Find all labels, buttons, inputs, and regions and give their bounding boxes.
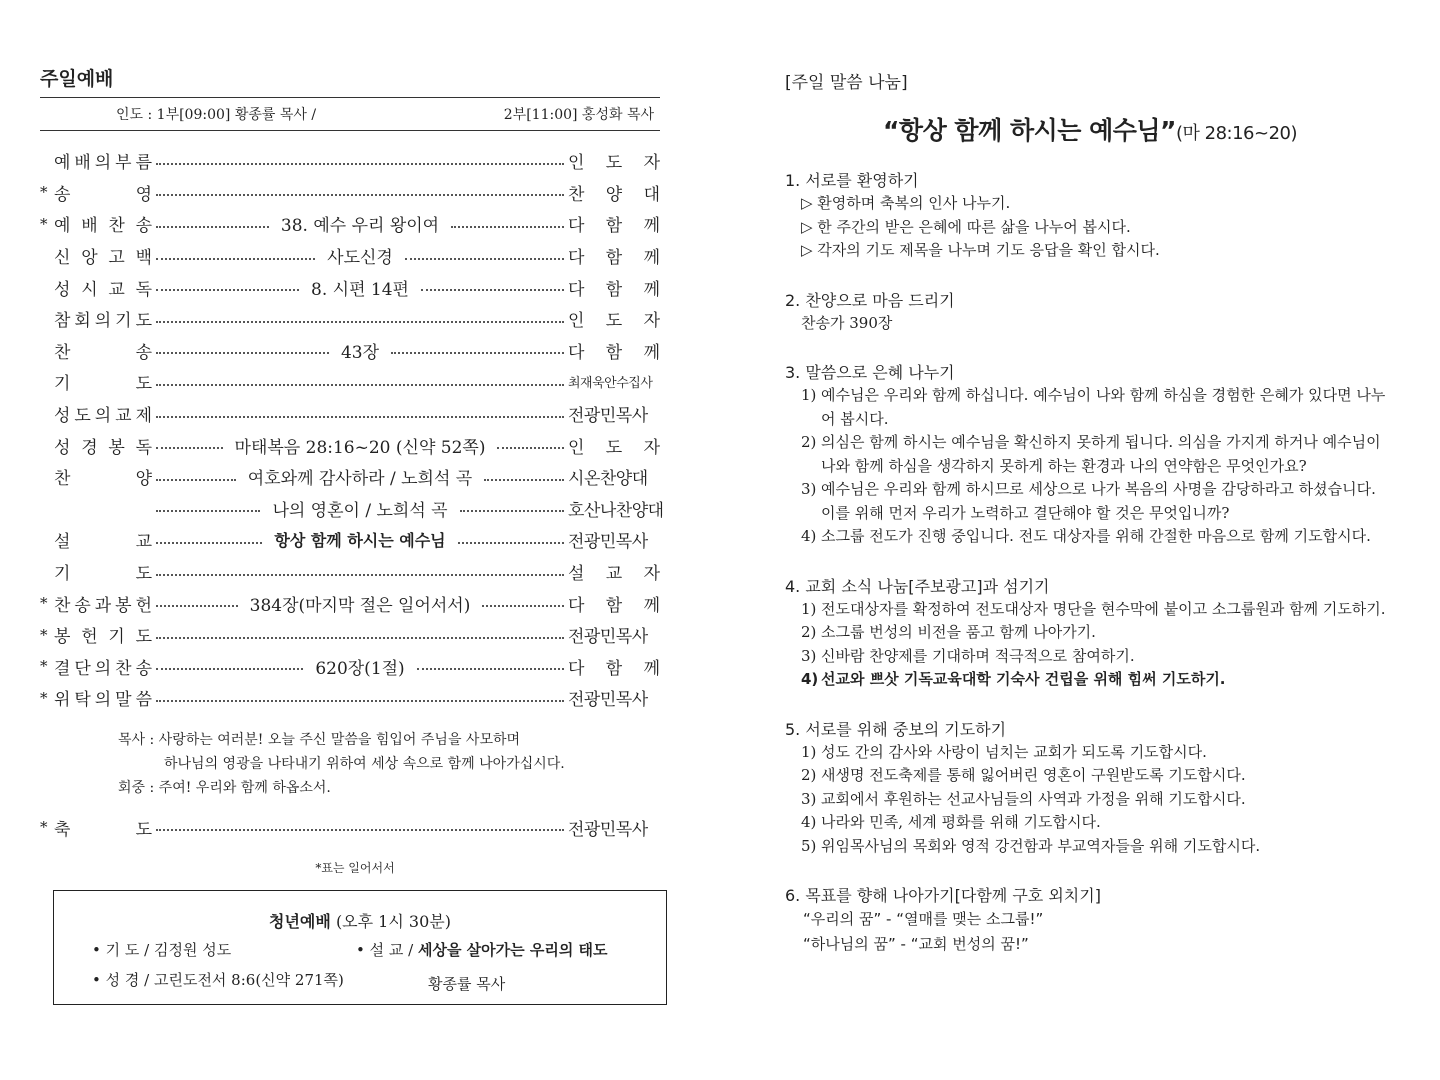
pastor-line-2: 하나님의 영광을 나타내기 위하여 세상 속으로 함께 나아가십시다.: [164, 755, 565, 772]
youth-time: (오후 1시 30분): [335, 912, 451, 931]
order-item-label: 설 교: [54, 532, 152, 553]
order-leader: 최재욱안수집사: [568, 376, 653, 392]
order-item-label: 기 도: [54, 374, 152, 395]
section-line: ▷ 한 주간의 받은 은혜에 따른 삶을 나누어 봅시다.: [801, 217, 1131, 236]
order-leader: 다 함 께: [568, 279, 660, 300]
youth-preacher: 황종률 목사: [428, 975, 506, 993]
sharing-section: [785, 718, 1395, 859]
order-item-label: 참 회 의 기 도: [54, 311, 152, 332]
leader-dots: [156, 637, 564, 639]
youth-scripture-label: • 성 경 /: [92, 971, 154, 989]
order-row: [40, 651, 660, 683]
youth-scripture-value: 고린도전서 8:6(신약 271쪽): [153, 971, 344, 989]
order-item-label: 찬 송 과 봉 헌: [54, 595, 152, 616]
section-heading: 1. 서로를 환영하기: [785, 171, 919, 190]
order-row: [40, 208, 660, 240]
order-item-label: 봉 헌 기 도: [54, 627, 152, 648]
standing-mark: *: [40, 688, 48, 707]
section-heading: 3. 말씀으로 은혜 나누기: [785, 363, 955, 382]
item-number: 2): [801, 623, 817, 641]
numbered-item: [785, 788, 1395, 812]
order-item-label: 위 탁 의 말 씀: [54, 690, 152, 711]
youth-title: 청년예배: [269, 912, 331, 931]
worship-order-panel: [40, 64, 664, 876]
numbered-item: [785, 811, 1395, 835]
order-item-content: 마태복음 28:16~20 (신약 52쪽): [234, 437, 486, 458]
order-leader: 설 교 자: [568, 564, 660, 585]
leader-dots: [156, 605, 238, 607]
section-line: 찬송가 390장: [801, 313, 893, 332]
item-text: 위임목사님의 목회와 영적 강건함과 부교역자들을 위해 기도합시다.: [821, 836, 1261, 855]
numbered-item: [785, 598, 1395, 622]
order-item-label: 성 경 봉 독: [54, 437, 152, 458]
section-heading: 2. 찬양으로 마음 드리기: [785, 290, 955, 310]
leader-dots: [156, 384, 564, 386]
youth-prayer-value: 김정원 성도: [153, 941, 232, 959]
leader-dots: [156, 447, 223, 449]
order-row: [40, 271, 660, 303]
order-item-label: 예 배 찬 송: [54, 216, 152, 237]
item-number: 1): [801, 742, 817, 761]
order-row: [40, 682, 660, 714]
order-leader: 인 도 자: [568, 311, 660, 332]
sharing-section: [785, 169, 1395, 263]
order-item-label: 성 도 의 교 제: [54, 406, 152, 427]
leader-dots: [460, 510, 564, 512]
item-number: 3): [801, 789, 817, 808]
order-row: [40, 587, 660, 619]
item-number: 3): [801, 480, 817, 498]
leader-dots: [421, 289, 564, 291]
order-leader: 다 함 께: [568, 595, 660, 616]
order-row: [40, 240, 660, 272]
order-item-content: 항상 함께 하시는 예수님: [274, 531, 446, 551]
order-row: [40, 398, 660, 430]
section-line: ▷ 환영하며 축복의 인사 나누기.: [801, 194, 1011, 212]
order-row: [40, 145, 660, 177]
standing-mark: *: [40, 183, 48, 202]
order-item-content: 38. 예수 우리 왕이여: [280, 216, 440, 237]
section-heading: 5. 서로를 위해 중보의 기도하기: [785, 719, 1007, 739]
sharing-title-text: “항상 함께 하시는 예수님”: [883, 116, 1176, 145]
sharing-scripture-ref: (마 28:16~20): [1175, 123, 1297, 144]
numbered-item: [785, 431, 1395, 478]
sharing-section: [785, 575, 1395, 692]
order-item-label: 송 영: [54, 184, 152, 205]
order-row: [40, 366, 660, 398]
item-number: 3): [801, 646, 817, 665]
order-row: [40, 556, 660, 588]
order-leader: 다 함 께: [568, 248, 661, 269]
leader-dots: [156, 829, 564, 831]
order-leader: 전광민목사: [568, 627, 648, 648]
order-item-content: 사도신경: [327, 248, 393, 269]
leader-dots: [417, 668, 564, 670]
order-row: [40, 524, 660, 556]
sharing-sections: [785, 169, 1395, 957]
item-text: 신바람 찬양제를 기대하며 적극적으로 참여하기.: [821, 646, 1135, 665]
order-item-label: 찬 양: [54, 469, 152, 490]
standing-mark: *: [40, 625, 48, 644]
order-row: [40, 177, 660, 209]
numbered-item: [785, 645, 1395, 669]
leader-dots: [156, 321, 564, 323]
youth-worship-box: [53, 890, 667, 1005]
order-item-label: 찬 송: [54, 342, 152, 363]
order-row: [40, 493, 664, 525]
pastor-label: 목사 :: [118, 731, 159, 748]
item-number: 1): [801, 386, 817, 404]
youth-scripture: [92, 969, 344, 990]
order-item-content: 43장: [340, 342, 380, 363]
order-leader: 시온찬양대: [568, 469, 648, 490]
item-number: 5): [801, 836, 817, 855]
order-item-content: 나의 영혼이 / 노희석 곡: [272, 500, 448, 521]
worship-title: 주일예배: [40, 68, 114, 90]
item-text: 소그룹 번성의 비전을 품고 함께 나아가기.: [821, 623, 1096, 641]
benediction-row: [40, 812, 660, 844]
item-text: 전도대상자를 확정하여 전도대상자 명단을 현수막에 붙이고 소그룹원과 함께 기도하기.: [821, 599, 1386, 618]
standing-note: *표는 일어서서: [315, 861, 395, 876]
sermon-sharing-panel: [785, 68, 1395, 957]
leader-dots: [156, 416, 564, 418]
numbered-item: [785, 668, 1395, 692]
order-row: [40, 335, 660, 367]
leader-dots: [405, 258, 564, 260]
order-row: [40, 303, 660, 335]
standing-mark: *: [40, 214, 48, 233]
order-row: [40, 429, 660, 461]
leader-dots: [156, 542, 262, 544]
congregation-line: 주여! 우리와 함께 하옵소서.: [158, 779, 331, 796]
item-number: 4): [801, 813, 817, 831]
numbered-item: [785, 525, 1395, 549]
numbered-item: [785, 384, 1395, 431]
leader-dots: [156, 352, 329, 354]
order-leader: 전광민목사: [568, 819, 648, 840]
numbered-item: [785, 764, 1395, 788]
order-item-label: 성 시 교 독: [54, 279, 152, 300]
item-text: 성도 간의 감사와 사랑이 넘치는 교회가 되도록 기도합시다.: [821, 742, 1207, 761]
order-leader: 인 도 자: [568, 153, 660, 174]
order-item-label: 결 단 의 찬 송: [54, 658, 152, 679]
responsive-reading: [118, 728, 660, 800]
section-line: ▷ 각자의 기도 제목을 나누며 기도 응답을 확인 합시다.: [801, 241, 1160, 259]
sharing-label: [주일 말씀 나눔]: [785, 73, 908, 93]
section-heading: 4. 교회 소식 나눔[주보광고]과 섬기기: [785, 576, 1050, 596]
standing-mark: *: [40, 594, 48, 613]
leader-dots: [391, 352, 564, 354]
numbered-item: [785, 621, 1395, 645]
leader-dots: [156, 574, 564, 576]
item-text: 나라와 민족, 세계 평화를 위해 기도합시다.: [821, 813, 1101, 831]
order-item-label: 축 도: [54, 819, 152, 840]
youth-sermon-label: • 설 교 /: [356, 941, 418, 959]
leader-dots: [156, 194, 564, 196]
order-list: [40, 145, 664, 714]
item-number: 2): [801, 433, 817, 451]
leader-dots: [451, 226, 564, 228]
item-text: 교회에서 후원하는 선교사님들의 사역과 가정을 위해 기도합시다.: [821, 789, 1246, 808]
slogan-line: “우리의 꿈” - “열매를 맺는 소그룹!”: [803, 910, 1044, 928]
leader-dots: [156, 226, 269, 228]
order-leader: 호산나찬양대: [568, 500, 664, 521]
order-leader: 전광민목사: [568, 532, 648, 553]
order-row: [40, 461, 660, 493]
item-text: 소그룹 전도가 진행 중입니다. 전도 대상자를 위해 간절한 마음으로 함께 기도합시다.: [821, 527, 1371, 545]
item-text: 예수님은 우리와 함께 하십니다. 예수님이 나와 함께 하심을 경험한 은혜가 있다면 나누어 봅시다.: [821, 386, 1386, 428]
order-item-content: 여호와께 감사하라 / 노희석 곡: [247, 469, 473, 490]
order-leader: 전광민목사: [568, 690, 648, 711]
slogan-line: “하나님의 꿈” - “교회 번성의 꿈!”: [803, 935, 1029, 953]
pastor-line-1: 사랑하는 여러분! 오늘 주신 말씀을 힘입어 주님을 사모하며: [158, 731, 521, 748]
leader-dots: [156, 510, 260, 512]
youth-sermon-value: 세상을 살아가는 우리의 태도: [417, 941, 608, 959]
leader-dots: [484, 479, 564, 481]
item-number: 2): [801, 766, 817, 784]
order-item-label: 신 앙 고 백: [54, 248, 152, 269]
order-leader: 다 함 께: [568, 216, 661, 237]
leader-row: [40, 97, 660, 131]
item-text: 선교와 쁘삿 기독교육대학 기숙사 건립을 위해 힘써 기도하기.: [821, 670, 1226, 688]
item-text: 새생명 전도축제를 통해 잃어버린 영혼이 구원받도록 기도합시다.: [821, 766, 1246, 784]
leader-dots: [156, 163, 564, 165]
order-item-content: 384장(마지막 절은 일어서서): [249, 595, 471, 616]
sharing-section: [785, 884, 1395, 957]
leader-dots: [497, 447, 564, 449]
standing-mark: *: [40, 657, 48, 676]
order-item-label: 예 배 의 부 름: [54, 153, 152, 174]
numbered-item: [785, 835, 1395, 859]
order-leader: 다 함 께: [568, 658, 660, 679]
order-item-label: 기 도: [54, 564, 152, 585]
leader-second-service: 2부[11:00] 홍성화 목사: [503, 107, 654, 123]
order-row: [40, 619, 660, 651]
sharing-section: [785, 361, 1395, 549]
youth-prayer-label: • 기 도 /: [92, 941, 154, 959]
item-text: 의심은 함께 하시는 예수님을 확신하지 못하게 됩니다. 의심을 가지게 하거나 예수님이 나와 함께 하심을 생각하지 못하게 하는 환경과 나의 연약함은 무엇인가요?: [821, 433, 1381, 475]
sharing-section: [785, 289, 1395, 336]
standing-mark: *: [40, 818, 48, 837]
leader-dots: [156, 668, 303, 670]
order-leader: 찬 양 대: [568, 184, 660, 205]
youth-prayer: [92, 939, 231, 960]
sharing-title: [785, 111, 1395, 147]
leader-first-service: 인도 : 1부[09:00] 황종률 목사 /: [116, 107, 317, 123]
order-leader: 전광민목사: [568, 406, 648, 427]
item-number: 4): [801, 670, 819, 688]
leader-dots: [458, 542, 564, 544]
numbered-item: [785, 741, 1395, 765]
item-text: 예수님은 우리와 함께 하시므로 세상으로 나가 복음의 사명을 감당하라고 하셨습니다. 이를 위해 먼저 우리가 노력하고 결단해야 할 것은 무엇입니까?: [821, 480, 1376, 522]
item-number: 1): [801, 599, 817, 618]
order-leader: 다 함 께: [568, 342, 660, 363]
section-heading: 6. 목표를 향해 나아가기[다함께 구호 외치기]: [785, 886, 1101, 905]
order-item-content: 620장(1절): [315, 658, 405, 679]
item-number: 4): [801, 527, 817, 545]
leader-dots: [156, 479, 236, 481]
order-item-content: 8. 시편 14편: [311, 279, 409, 300]
leader-dots: [482, 605, 564, 607]
leader-dots: [156, 700, 564, 702]
numbered-item: [785, 478, 1395, 525]
congregation-label: 회중 :: [118, 779, 159, 796]
leader-dots: [156, 289, 299, 291]
youth-sermon: [356, 939, 608, 960]
order-leader: 인 도 자: [568, 437, 660, 458]
leader-dots: [156, 258, 315, 260]
